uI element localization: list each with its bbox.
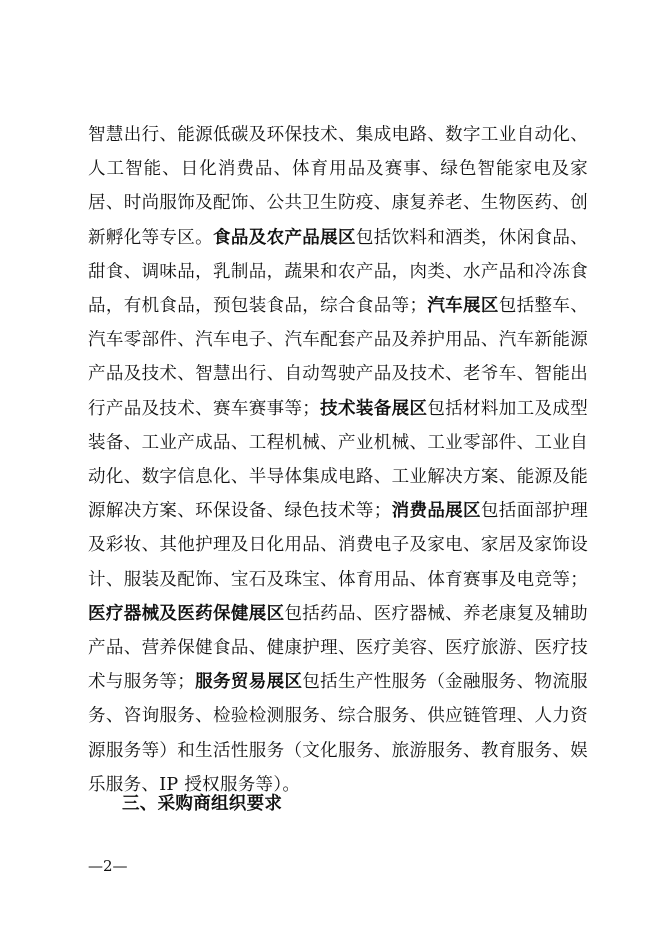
section-heading: 三、采购商组织要求 xyxy=(122,794,283,814)
exhibition-area-name: 汽车展区 xyxy=(427,296,499,317)
paragraph-text: 智慧出行、能源低碳及环保技术、集成电路、数字工业自动化、人工智能、日化消费品、体育用品及赛事、绿色智能家电及家居、时尚服饰及配饰、公共卫生防疫、康复养老、生物医药、创新孵化等专区。 xyxy=(88,125,588,248)
paragraph-text: 包括整车、汽车零部件、汽车电子、汽车配套产品及养护用品、汽车新能源产品及技术、智慧出行、自动驾驶产品及技术、老爷车、智能出行产品及技术、赛车赛事等； xyxy=(88,296,589,419)
exhibition-area-name: 医疗器械及医药保健展区 xyxy=(88,603,285,624)
exhibition-area-name: 消费品展区 xyxy=(391,501,481,522)
paragraph-text: 包括材料加工及成型装备、工业产成品、工程机械、产业机械、工业零部件、工业自动化、数字信息化、半导体集成电路、工业解决方案、能源及能源解决方案、环保设备、绿色技术等； xyxy=(88,398,588,522)
paragraph-text: 包括面部护理及彩妆、其他护理及日化用品、消费电子及家电、家居及家饰设计、服装及配饰、宝石及珠宝、体育用品、体育赛事及电竞等； xyxy=(88,501,588,590)
paragraph-text: 包括药品、医疗器械、养老康复及辅助产品、营养保健食品、健康护理、医疗美容、医疗旅游、医疗技术与服务等； xyxy=(88,603,588,693)
paragraph-text: 包括饮料和酒类，休闲食品、甜食、调味品，乳制品，蔬果和农产品，肉类、水产品和冷冻食品，有机食品，预包装食品，综合食品等； xyxy=(88,227,588,317)
paragraph-text: 包括生产性服务（金融服务、物流服务、咨询服务、检验检测服务、综合服务、供应链管理、人力资源服务等）和生活性服务（文化服务、旅游服务、教育服务、娱乐服务、IP 授权服务等）。 xyxy=(88,672,588,795)
page-number: —2— xyxy=(88,857,128,875)
body-paragraph xyxy=(88,118,588,802)
exhibition-area-name: 食品及农产品展区 xyxy=(213,227,356,248)
exhibition-area-name: 技术装备展区 xyxy=(320,398,428,419)
exhibition-area-name: 服务贸易展区 xyxy=(195,672,303,693)
